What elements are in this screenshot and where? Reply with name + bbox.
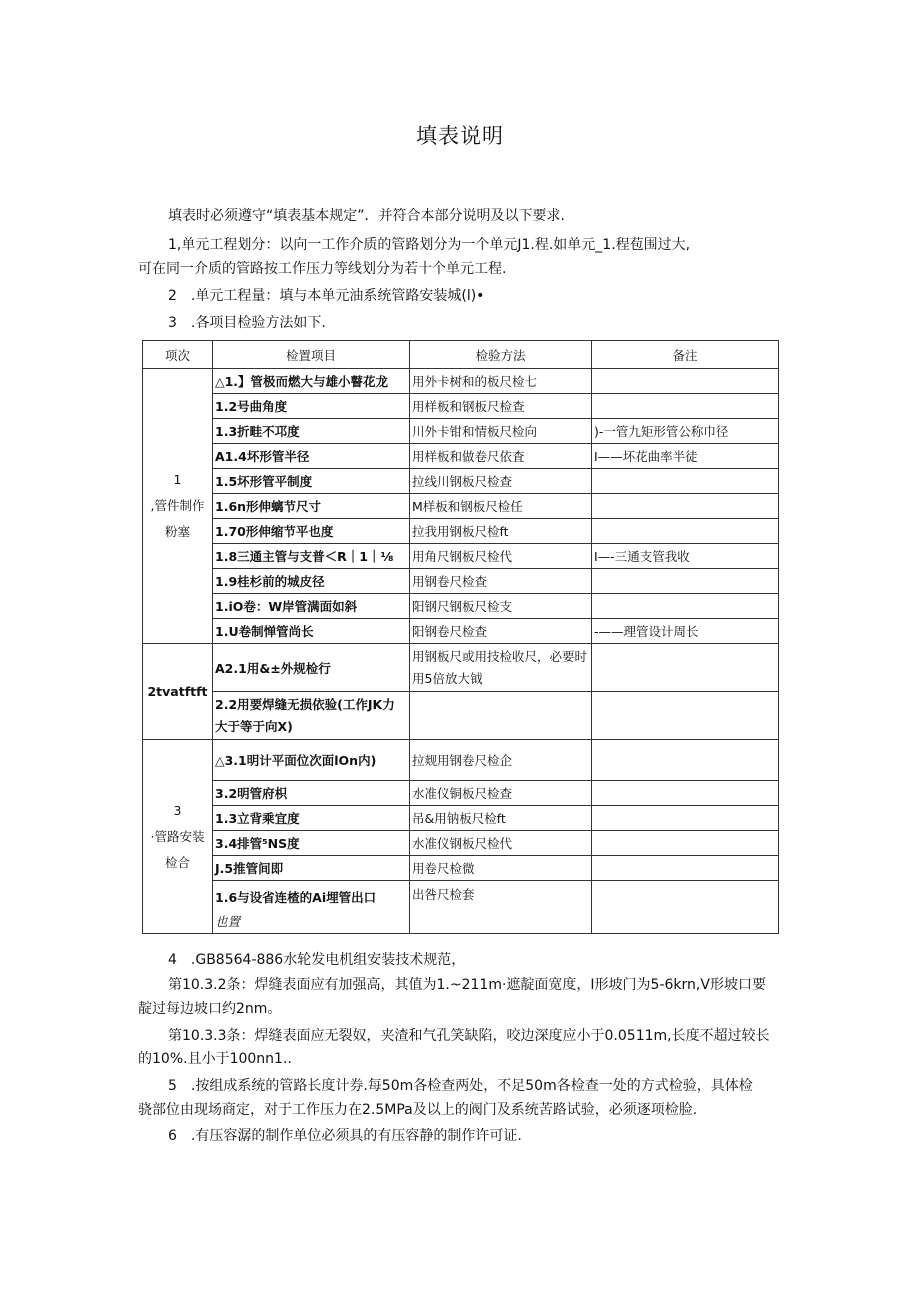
table-row: [143, 494, 779, 519]
group-name: 2tvatftft: [147, 683, 208, 699]
item-cell: 1.9桂杉前的城皮径: [213, 569, 410, 594]
method-cell: 阳钢尺钢板尺检支: [410, 594, 592, 619]
table-row: [143, 394, 779, 419]
method-cell: 用钢卷尺检查: [410, 569, 592, 594]
item-1-line-2: 可在同一介质的管路按工作压力等线划分为若十个单元工程.: [138, 261, 507, 277]
table-header-row: [143, 341, 779, 369]
item-cell: 1.2号曲角度: [213, 394, 410, 419]
item-3: 3 .各项目检验方法如下.: [168, 315, 326, 331]
table-row: [143, 856, 779, 881]
note-cell: [592, 394, 779, 419]
item-cell: △3.1明计平面位次面lOn内): [213, 740, 410, 781]
group-cell-1: [143, 369, 213, 644]
method-cell: 用样板和做卷尺依査: [410, 444, 592, 469]
item-cell: A2.1用&±外规检行: [213, 644, 410, 692]
note-cell: [592, 594, 779, 619]
item-cell: 1.U卷制惮管尚长: [213, 619, 410, 644]
table-row: [143, 369, 779, 394]
header-cell: 备注: [592, 341, 779, 369]
method-cell: 拉我用钢板尺检ft: [410, 519, 592, 544]
item-cell: A1.4坏形管半径: [213, 444, 410, 469]
method-cell: M样板和钢板尺检任: [410, 494, 592, 519]
method-cell: 用样板和钢板尺检查: [410, 394, 592, 419]
item-2: 2 .单元工程量：填与本单元油系统管路安装城(l)•: [168, 288, 485, 304]
table-row: [143, 881, 779, 934]
item-1-line-1: 1,单元工程划分：以向一工作介质的管路划分为一个单元J1.程.如单元_1.程苞围过大,: [168, 237, 691, 253]
page-title: 填表说明: [416, 124, 504, 148]
table-row: [143, 740, 779, 781]
note-cell: I——坏花曲率半徒: [592, 444, 779, 469]
note-cell: [592, 519, 779, 544]
item-4-clause-a-line-1: 第10.3.2条：焊缝表面应有加强高，其值为1.~211m·遮靛面宽度，I形坡门为5-6krn,V形坡口要: [168, 977, 766, 993]
group-number: 1: [173, 472, 182, 487]
method-cell: 出咎尺检套: [410, 881, 592, 934]
item-6: 6 .有压容潺的制作单位必须具的有压容静的制作许可证.: [168, 1128, 522, 1144]
item-5-line-1: 5 .按组成系统的管路长度计券.每50m各检查两处，不足50m各检查一处的方式检验，具体检: [168, 1078, 753, 1094]
item-cell: [213, 881, 410, 934]
inspection-table: [142, 340, 779, 934]
note-cell: [592, 569, 779, 594]
table-row: [143, 569, 779, 594]
note-cell: -——理管设计周长: [592, 619, 779, 644]
item-cell: 2.2用要焊缝无损依验(工作JK力大于等于向X): [213, 692, 410, 740]
item-cell: 1.iO卷：W岸管满面如斜: [213, 594, 410, 619]
table-row: [143, 444, 779, 469]
item-text: 1.6与设省连楂的Ai埋管出口: [215, 890, 377, 905]
table-row: [143, 831, 779, 856]
item-cell: △1.】管极而燃大与雄小瞽花龙: [213, 369, 410, 394]
item-cell: J.5推管间即: [213, 856, 410, 881]
group-cell-3: [143, 740, 213, 934]
item-cell: 1.3折畦不邛度: [213, 419, 410, 444]
item-4: 4 .GB8564-886水轮发电机组安装技术规范，: [168, 952, 466, 968]
note-cell: [592, 494, 779, 519]
method-cell: 用钢板尺或用技检收尺，必要时用5倍放大钺: [410, 644, 592, 692]
table-row: [143, 619, 779, 644]
note-cell: [592, 856, 779, 881]
method-cell: 用卷尺检微: [410, 856, 592, 881]
table-row: [143, 806, 779, 831]
item-cell: 1.3立背乘宜度: [213, 806, 410, 831]
table-row: [143, 419, 779, 444]
item-cell: 1.8三通主管与支普＜R｜1｜⅛: [213, 544, 410, 569]
group-cell-2: [143, 644, 213, 740]
group-number: 3: [173, 802, 182, 818]
note-cell: [592, 692, 779, 740]
method-cell: 用外卡树和的板尺检七: [410, 369, 592, 394]
note-cell: [592, 881, 779, 934]
item-cell: 3.4排管⁵NS度: [213, 831, 410, 856]
table-row: [143, 594, 779, 619]
note-cell: I—-三通支管我收: [592, 544, 779, 569]
note-cell: [592, 369, 779, 394]
intro-paragraph: 填表时必须遵守“填表基本规定”．并符合本部分说明及以下要求.: [168, 208, 565, 224]
table-row: [143, 781, 779, 806]
note-cell: )-一管九矩形管公称巾径: [592, 419, 779, 444]
table-row: [143, 644, 779, 692]
note-cell: [592, 781, 779, 806]
item-extra-text: 也置: [215, 914, 241, 929]
item-4-clause-b-line-1: 第10.3.3条：焊缝表面应无裂奴，夹渣和气孔笑缺陷，咬边深度应小于0.0511m,长度不超过较长: [168, 1028, 770, 1044]
note-cell: [592, 644, 779, 692]
method-cell: 吊&用钠板尺检ft: [410, 806, 592, 831]
note-cell: [592, 740, 779, 781]
method-cell: 阳钢卷尺检查: [410, 619, 592, 644]
method-cell: 水准仪钢板尺检代: [410, 831, 592, 856]
method-cell: [410, 692, 592, 740]
method-cell: 水准仪铜板尺检查: [410, 781, 592, 806]
method-cell: 拉线川钢板尺检查: [410, 469, 592, 494]
header-cell: 检置项目: [213, 341, 410, 369]
method-cell: 川外卡钳和情板尺检向: [410, 419, 592, 444]
item-4-clause-b-line-2: 的10%.且小于100nn1..: [138, 1051, 292, 1067]
table-row: [143, 469, 779, 494]
item-cell: 3.2明管府枳: [213, 781, 410, 806]
item-5-line-2: 骁部位由现场商定，对于工作压力在2.5MPa及以上的阀门及系统苦路试验，必须逐项检脸.: [138, 1102, 698, 1118]
item-4-clause-a-line-2: 靛过每边坡口约2nm。: [138, 1001, 282, 1017]
note-cell: [592, 806, 779, 831]
group-name: ,管件制作粉塞: [150, 498, 205, 539]
header-cell: 项次: [143, 341, 213, 369]
method-cell: 拉觌用钢卷尺检企: [410, 740, 592, 781]
item-cell: 1.5坏形管平制度: [213, 469, 410, 494]
item-cell: 1.6n形伸螭节尺寸: [213, 494, 410, 519]
note-cell: [592, 831, 779, 856]
method-cell: 用角尺钢板尺检代: [410, 544, 592, 569]
group-name: ·管路安装检合: [150, 828, 205, 870]
table-row: [143, 692, 779, 740]
table-row: [143, 544, 779, 569]
table-row: [143, 519, 779, 544]
header-cell: 检验方法: [410, 341, 592, 369]
item-cell: 1.70形伸缩节平也度: [213, 519, 410, 544]
note-cell: [592, 469, 779, 494]
